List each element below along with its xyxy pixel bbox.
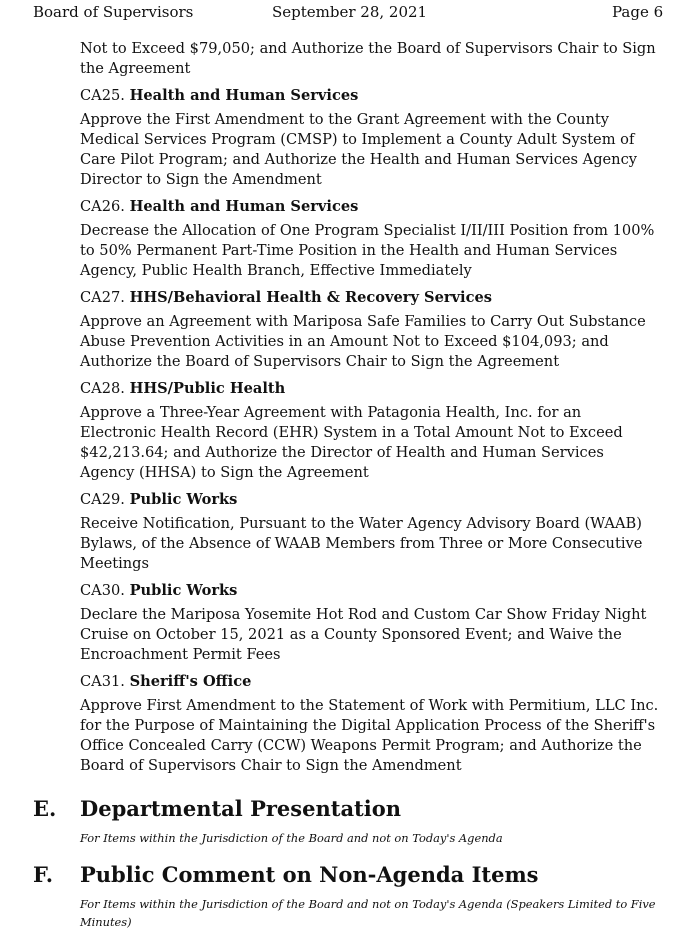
item-description: Approve First Amendment to the Statement of Work with Permitium, LLC Inc. for the Purpose of Maintaining the Digital Application Process of the Sheriff's Office Concealed Carry (CCW) Weapons Permit Program; and Authorize the Board of Supervisors Chair to Sign the Amendment bbox=[80, 697, 659, 774]
item-department: Health and Human Services bbox=[129, 87, 359, 104]
item-heading bbox=[80, 86, 660, 106]
section-letter: F. bbox=[33, 862, 54, 887]
item-department: Public Works bbox=[129, 491, 238, 508]
item-code: CA28. bbox=[80, 380, 125, 397]
section-title: Departmental Presentation bbox=[80, 796, 401, 821]
item-department: Sheriff's Office bbox=[129, 673, 252, 690]
agenda-item-ca25 bbox=[80, 86, 660, 190]
item-code: CA29. bbox=[80, 491, 125, 508]
header-page-number: Page 6 bbox=[612, 3, 664, 21]
item-heading bbox=[80, 197, 660, 217]
continued-item-text: Not to Exceed $79,050; and Authorize the Board of Supervisors Chair to Sign the Agreement bbox=[80, 40, 656, 77]
item-department: HHS/Behavioral Health & Recovery Services bbox=[129, 289, 492, 306]
header-date: September 28, 2021 bbox=[272, 3, 428, 21]
header-board-name: Board of Supervisors bbox=[33, 3, 194, 21]
agenda-item-ca31 bbox=[80, 672, 660, 776]
item-department: Public Works bbox=[129, 582, 238, 599]
agenda-item-ca27 bbox=[80, 288, 660, 372]
section-subtitle: For Items within the Jurisdiction of the Board and not on Today's Agenda bbox=[80, 831, 503, 845]
item-department: HHS/Public Health bbox=[129, 380, 286, 397]
item-heading bbox=[80, 672, 660, 692]
item-code: CA27. bbox=[80, 289, 125, 306]
item-description: Decrease the Allocation of One Program Specialist I/II/III Position from 100% to 50% Permanent Part-Time Position in the Health and Human Services Agency, Public Health Branch, Effective Immediately bbox=[80, 222, 655, 279]
agenda-item-ca26 bbox=[80, 197, 660, 281]
item-heading bbox=[80, 490, 660, 510]
item-description: Approve the First Amendment to the Grant Agreement with the County Medical Services Program (CMSP) to Implement a County Adult System of Care Pilot Program; and Authorize the Health and Human Services Agency Director to Sign the Amendment bbox=[80, 111, 637, 188]
item-code: CA30. bbox=[80, 582, 125, 599]
item-heading bbox=[80, 288, 660, 308]
item-heading bbox=[80, 379, 660, 399]
item-description: Approve an Agreement with Mariposa Safe Families to Carry Out Substance Abuse Prevention Activities in an Amount Not to Exceed $104,093; and Authorize the Board of Supervisors Chair to Sign the Agreement bbox=[80, 313, 646, 370]
agenda-item-ca29 bbox=[80, 490, 660, 574]
item-department: Health and Human Services bbox=[129, 198, 359, 215]
section-letter: E. bbox=[33, 796, 57, 821]
agenda-item-ca28 bbox=[80, 379, 660, 483]
agenda-item-ca30 bbox=[80, 581, 660, 665]
item-code: CA31. bbox=[80, 673, 125, 690]
item-description: Declare the Mariposa Yosemite Hot Rod and Custom Car Show Friday Night Cruise on October 15, 2021 as a County Sponsored Event; and Waive the Encroachment Permit Fees bbox=[80, 606, 647, 663]
item-description: Receive Notification, Pursuant to the Water Agency Advisory Board (WAAB) Bylaws, of the Absence of WAAB Members from Three or More Consecutive Meetings bbox=[80, 515, 643, 572]
item-heading bbox=[80, 581, 660, 601]
section-title: Public Comment on Non-Agenda Items bbox=[80, 862, 539, 887]
item-code: CA26. bbox=[80, 198, 125, 215]
section-subtitle: For Items within the Jurisdiction of the Board and not on Today's Agenda (Speakers Limited to Five Minutes) bbox=[80, 897, 656, 929]
page-header bbox=[0, 3, 680, 25]
consent-agenda-items bbox=[80, 39, 660, 776]
item-code: CA25. bbox=[80, 87, 125, 104]
item-description: Approve a Three-Year Agreement with Patagonia Health, Inc. for an Electronic Health Record (EHR) System in a Total Amount Not to Exceed $42,213.64; and Authorize the Director of Health and Human Services Agency (HHSA) to Sign the Agreement bbox=[80, 404, 623, 481]
